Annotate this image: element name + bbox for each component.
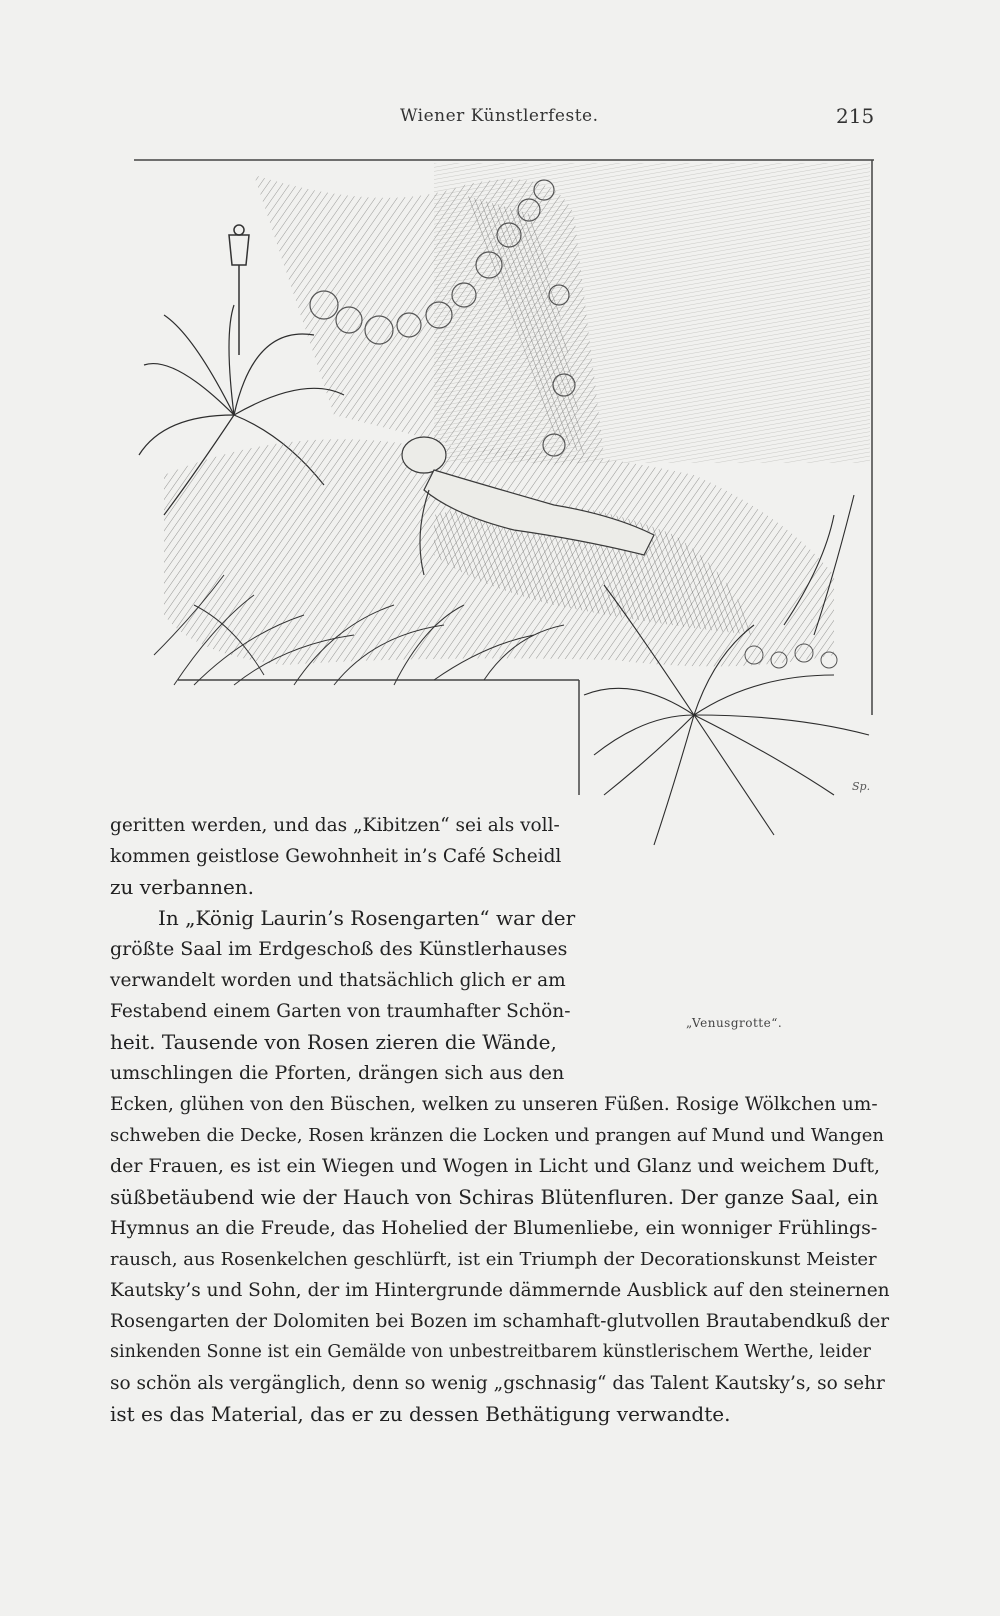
- text-line: geritten werden, und das „Kibitzen“ sei als voll-: [110, 815, 560, 836]
- artist-signature: Sp.: [852, 780, 871, 793]
- text-line: umschlingen die Pforten, drängen sich aus den: [110, 1062, 565, 1084]
- text-line: so schön als vergänglich, denn so wenig „gschnasig“ das Talent Kautsky’s, so sehr: [110, 1373, 885, 1394]
- running-title: Wiener Künstlerfeste.: [400, 106, 599, 126]
- text-line: schweben die Decke, Rosen kränzen die Locken und prangen auf Mund und Wangen: [110, 1125, 884, 1146]
- text-line: sinkenden Sonne ist ein Gemälde von unbestreitbarem künstlerischem Werthe, leider: [110, 1342, 871, 1362]
- text-line: Kautsky’s und Sohn, der im Hintergrunde dämmernde Ausblick auf den steinernen: [110, 1280, 890, 1301]
- text-line: verwandelt worden und thatsächlich glich er am: [110, 970, 566, 991]
- text-line: Hymnus an die Freude, das Hohelied der Blumenliebe, ein wonniger Frühlings-: [110, 1217, 878, 1239]
- page-number: 215: [836, 104, 875, 128]
- body-text: [110, 810, 890, 1430]
- text-line: In „König Laurin’s Rosengarten“ war der: [158, 906, 576, 930]
- text-line: Festabend einem Garten von traumhafter Schön-: [110, 1001, 571, 1022]
- text-line: heit. Tausende von Rosen zieren die Wände,: [110, 1030, 557, 1054]
- text-line: zu verbannen.: [110, 875, 255, 899]
- venusgrotte-engraving: [134, 155, 874, 855]
- text-line: größte Saal im Erdgeschoß des Künstlerhauses: [110, 938, 568, 960]
- text-line: kommen geistlose Gewohnheit in’s Café Scheidl: [110, 846, 562, 867]
- text-line: süßbetäubend wie der Hauch von Schiras Blütenfluren. Der ganze Saal, ein: [110, 1185, 879, 1209]
- text-line: Rosengarten der Dolomiten bei Bozen im schamhaft-glutvollen Brautabendkuß der: [110, 1311, 890, 1332]
- illustration-caption: „Venusgrotte“.: [686, 1016, 783, 1030]
- text-line: ist es das Material, das er zu dessen Bethätigung verwandte.: [110, 1402, 731, 1426]
- text-line: Ecken, glühen von den Büschen, welken zu unseren Füßen. Rosige Wölkchen um-: [110, 1094, 878, 1115]
- text-line: rausch, aus Rosenkelchen geschlürft, ist ein Triumph der Decorationskunst Meister: [110, 1249, 877, 1270]
- text-line: der Frauen, es ist ein Wiegen und Wogen in Licht und Glanz und weichem Duft,: [110, 1155, 881, 1177]
